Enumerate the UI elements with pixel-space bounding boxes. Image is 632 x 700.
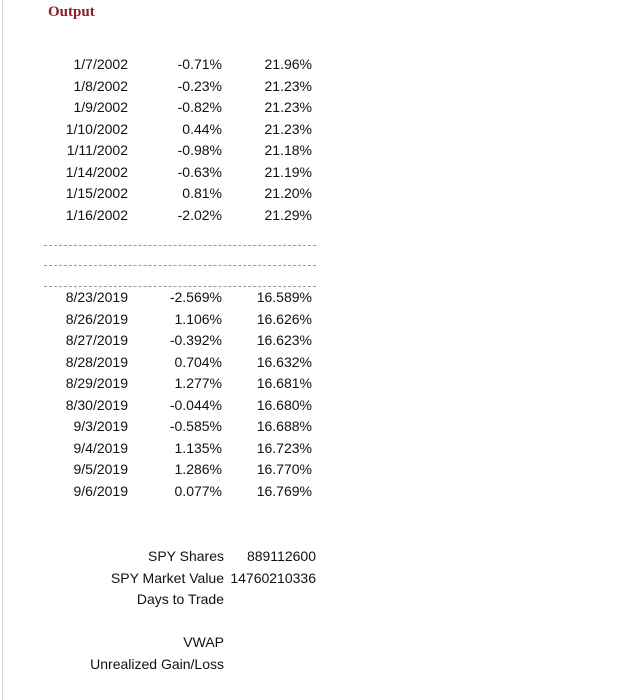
days-to-trade-label: Days to Trade (136, 591, 224, 607)
table-row (44, 330, 316, 352)
return-cell: 1.277% (174, 375, 222, 391)
volatility-cell: 16.680% (256, 396, 312, 413)
volatility-cell: 21.23% (264, 77, 312, 94)
return-cell: -0.63% (177, 163, 222, 180)
page-title: Output (48, 4, 95, 20)
table-row (44, 438, 316, 460)
date-cell: 1/14/2002 (65, 163, 128, 180)
return-cell: 0.81% (182, 185, 222, 201)
unrealized-gain-loss-label: Unrealized Gain/Loss (90, 655, 224, 672)
page-edge-divider (2, 0, 3, 700)
return-cell: 0.44% (182, 120, 222, 137)
summary-block (60, 546, 322, 675)
table-row (44, 97, 316, 119)
table-row (44, 119, 316, 141)
return-cell: -0.71% (177, 56, 222, 72)
date-cell: 1/16/2002 (65, 206, 128, 223)
date-cell: 1/9/2002 (73, 99, 128, 115)
date-cell: 9/5/2019 (73, 461, 128, 477)
date-cell: 1/10/2002 (65, 120, 128, 137)
returns-table-2002 (44, 54, 316, 226)
volatility-cell: 21.19% (264, 163, 312, 180)
volatility-cell: 16.632% (256, 353, 312, 370)
date-cell: 1/11/2002 (66, 142, 128, 158)
table-row (44, 76, 316, 98)
date-cell: 9/3/2019 (73, 418, 128, 434)
vwap-label: VWAP (183, 634, 224, 650)
volatility-cell: 16.769% (256, 482, 312, 499)
spy-market-value-row (60, 568, 322, 590)
volatility-cell: 21.18% (264, 142, 312, 158)
table-row (44, 309, 316, 331)
date-cell: 1/15/2002 (65, 185, 128, 201)
volatility-cell: 21.96% (264, 56, 312, 72)
volatility-cell: 16.770% (256, 461, 312, 477)
table-row (44, 373, 316, 395)
date-cell: 8/27/2019 (65, 332, 128, 348)
return-cell: 1.286% (174, 461, 222, 477)
return-cell: -0.044% (169, 396, 222, 413)
table-row (44, 481, 316, 503)
volatility-cell: 16.589% (256, 289, 312, 305)
unrealized-row (60, 654, 322, 676)
table-row (44, 183, 316, 205)
spy-shares-label: SPY Shares (147, 548, 224, 564)
table-row (44, 162, 316, 184)
volatility-cell: 16.688% (256, 418, 312, 434)
date-cell: 8/26/2019 (65, 310, 128, 327)
volatility-cell: 16.623% (256, 332, 312, 348)
volatility-cell: 21.23% (264, 99, 312, 115)
vwap-row (60, 632, 322, 654)
return-cell: -2.02% (177, 206, 222, 223)
date-cell: 8/29/2019 (65, 375, 128, 391)
volatility-cell: 16.626% (256, 310, 312, 327)
spy-shares-row (60, 546, 322, 568)
spy-market-value-value: 14760210336 (230, 569, 316, 586)
summary-spacer (60, 611, 322, 633)
return-cell: 1.106% (174, 310, 222, 327)
return-cell: 1.135% (174, 439, 222, 456)
volatility-cell: 21.20% (264, 185, 312, 201)
date-cell: 9/6/2019 (73, 482, 128, 499)
date-cell: 1/7/2002 (73, 56, 128, 72)
spy-shares-value: 889112600 (246, 548, 316, 564)
return-cell: -0.98% (177, 142, 222, 158)
date-cell: 8/28/2019 (65, 353, 128, 370)
volatility-cell: 21.23% (264, 120, 312, 137)
table-row (44, 352, 316, 374)
return-cell: -0.585% (169, 418, 222, 434)
table-row (44, 54, 316, 76)
table-row (44, 459, 316, 481)
date-cell: 8/30/2019 (65, 396, 128, 413)
table-row (44, 287, 316, 309)
table-row (44, 416, 316, 438)
days-to-trade-row (60, 589, 322, 611)
date-cell: 9/4/2019 (73, 439, 128, 456)
table-row (44, 395, 316, 417)
return-cell: -0.82% (177, 99, 222, 115)
dashed-divider (44, 245, 316, 246)
table-row (44, 140, 316, 162)
return-cell: -0.23% (177, 77, 222, 94)
return-cell: -2.569% (169, 289, 222, 305)
volatility-cell: 16.723% (256, 439, 312, 456)
return-cell: -0.392% (169, 332, 222, 348)
volatility-cell: 16.681% (256, 375, 312, 391)
date-cell: 8/23/2019 (65, 289, 128, 305)
table-row (44, 205, 316, 227)
returns-table-2019 (44, 287, 316, 502)
dashed-divider (44, 265, 316, 266)
return-cell: 0.704% (174, 353, 222, 370)
date-cell: 1/8/2002 (73, 77, 128, 94)
volatility-cell: 21.29% (264, 206, 312, 223)
spy-market-value-label: SPY Market Value (110, 569, 224, 586)
return-cell: 0.077% (174, 482, 222, 499)
